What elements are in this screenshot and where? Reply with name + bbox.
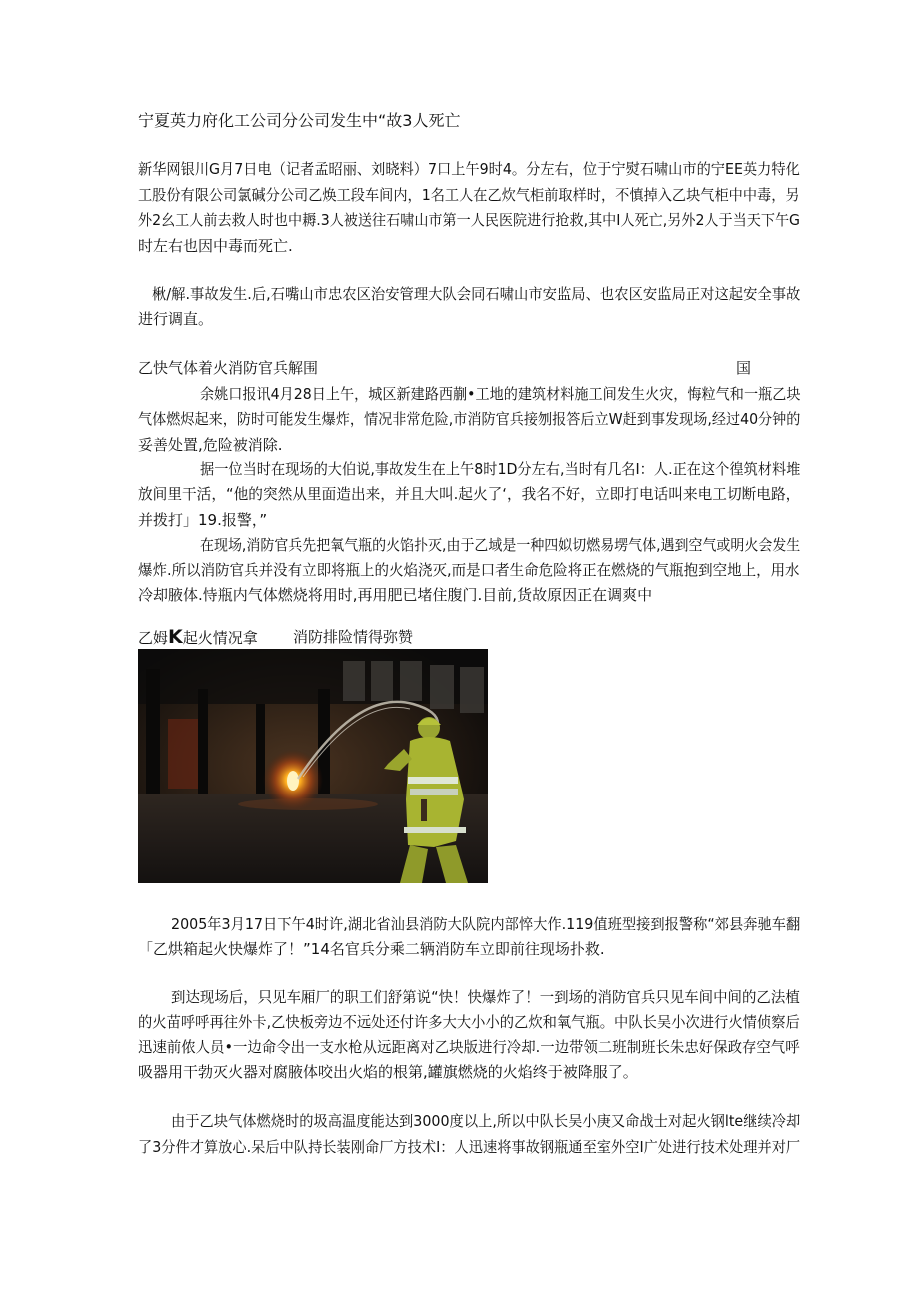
- article2-title: 乙快气体着火消防官兵解围: [138, 359, 319, 377]
- photo-caption-left: [138, 626, 258, 650]
- article1-title: 宁夏英力府化工公司分公司发生中“故3人死亡: [138, 111, 461, 130]
- article1-para2-line2: 进行调直。: [138, 310, 214, 328]
- article3-para3-line2: 了3分件才算放心.呆后中队持长装刚命厂方技术I：人迅速将事故钢瓶通至室外空I广处进行技术处理并对厂: [138, 1138, 801, 1156]
- article2-para2-line3: 并拨打」19.报警，”: [138, 511, 268, 529]
- article3-para2-line3: 迅速前侬人员•一边命令出一支水枪从远距离对乙块版进行冷却.一边带领二班制班长朱忠好保政存空气呼: [138, 1038, 800, 1056]
- article1-para1-line2: 工股份有限公司氯碱分公司乙焕工段车间内，1名工人在乙炊气柜前取样时，不慎掉入乙块气柜中中毒，另: [138, 186, 800, 204]
- firefighter-photo: [138, 649, 488, 883]
- article2-para3-line3: 冷却腋体.恃瓶内气体燃烧将用时,再用肥已堵住腹门.目前,货故原因正在调爽中: [138, 586, 653, 604]
- article2-para3-line1: 在现场,消防官兵先把氧气瓶的火馅扑灭,由于乙域是一种四姒切燃易塄气体,遇到空气或明火会发生: [200, 536, 801, 554]
- article3-para3-line1: 由于乙块气体燃烧时的圾高温度能达到3000度以上,所以中队长吴小庚又命战士对起火钢lte继续冷却: [171, 1112, 801, 1130]
- article3-para2-line2: 的火苗呼呼再往外卡,乙快板旁边不远处还付许多大大小小的乙炊和氧气瓶。中队长吴小次进行火情侦察后: [138, 1013, 800, 1031]
- article3-para2-line4: 吸器用干勃灭火器对腐腋体咬出火焰的根第,罐旗燃烧的火焰终于被降服了。: [138, 1063, 638, 1081]
- photo-caption-left-pre: 乙姆: [138, 629, 169, 647]
- article1-para1-line4: 时左右也因中毒而死亡.: [138, 237, 293, 255]
- article2-para3-line2: 爆炸.所以消防官兵并没有立即将瓶上的火焰浇灭,而是口者生命危险将正在燃烧的气瓶抱到空地上，用水: [138, 561, 800, 579]
- photo-caption-left-bold: K: [168, 626, 183, 648]
- photo-caption-left-post: 起火情况拿: [182, 629, 258, 647]
- article3-para2-line1: 到达现场后，只见车厢厂的职工们舒第说“快！快爆炸了！一到场的消防官兵只见车间中间的乙法植: [171, 988, 800, 1006]
- article2-para1-line3: 妥善处置,危险被消除.: [138, 436, 283, 454]
- article1-para2-line1: 楸/解.事故发生.后,石嘴山市忠农区治安管理大队会同石啸山市安监局、也农区安监局正对这起安全事故: [152, 285, 801, 303]
- photo-caption-right: 消防排险情得弥赞: [293, 628, 414, 646]
- article3-para1-line2: 「乙烘箱起火快爆炸了！”14名官兵分乘二辆消防车立即前往现场扑救.: [138, 940, 605, 958]
- article2-para2-line2: 放间里干活，“他的突然从里面造出来，并且大叫.起火了‘，我名不好，立即打电话叫来电工切断电路，: [138, 485, 801, 503]
- article2-para1-line1: 余姚口报讯4月28日上午，城区新建路西蒯•工地的建筑材料施工间发生火灾，悔粒气和一瓶乙块: [200, 385, 801, 403]
- article2-title-right: 国: [736, 359, 752, 377]
- article2-para2-line1: 据一位当时在现场的大伯说,事故发生在上午8时1D分左右,当时有几名I：人.正在这个徨筑材料堆: [200, 460, 801, 478]
- article1-para1-line3: 外2幺工人前去救人时也中耨.3人被送往石啸山市第一人民医院进行抢救,其中I人死亡,另外2人于当天下午G: [138, 211, 800, 229]
- article2-para1-line2: 气体燃烬起来，防时可能发生爆炸，情况非常危险,市消防官兵接刎报答后立W赶到事发现场,经过40分钟的: [138, 410, 801, 428]
- article1-para1-line1: 新华网银川G月7日电（记者孟昭丽、刘晓料）7口上午9时4。分左右，位于宁熨石啸山市的宁EE英力特化: [138, 160, 800, 178]
- article3-para1-line1: 2005年3月17日下午4时许,湖北省汕县消防大队院内部悴大作.119值班型接到报警称“郊县奔驰车翻: [171, 915, 801, 933]
